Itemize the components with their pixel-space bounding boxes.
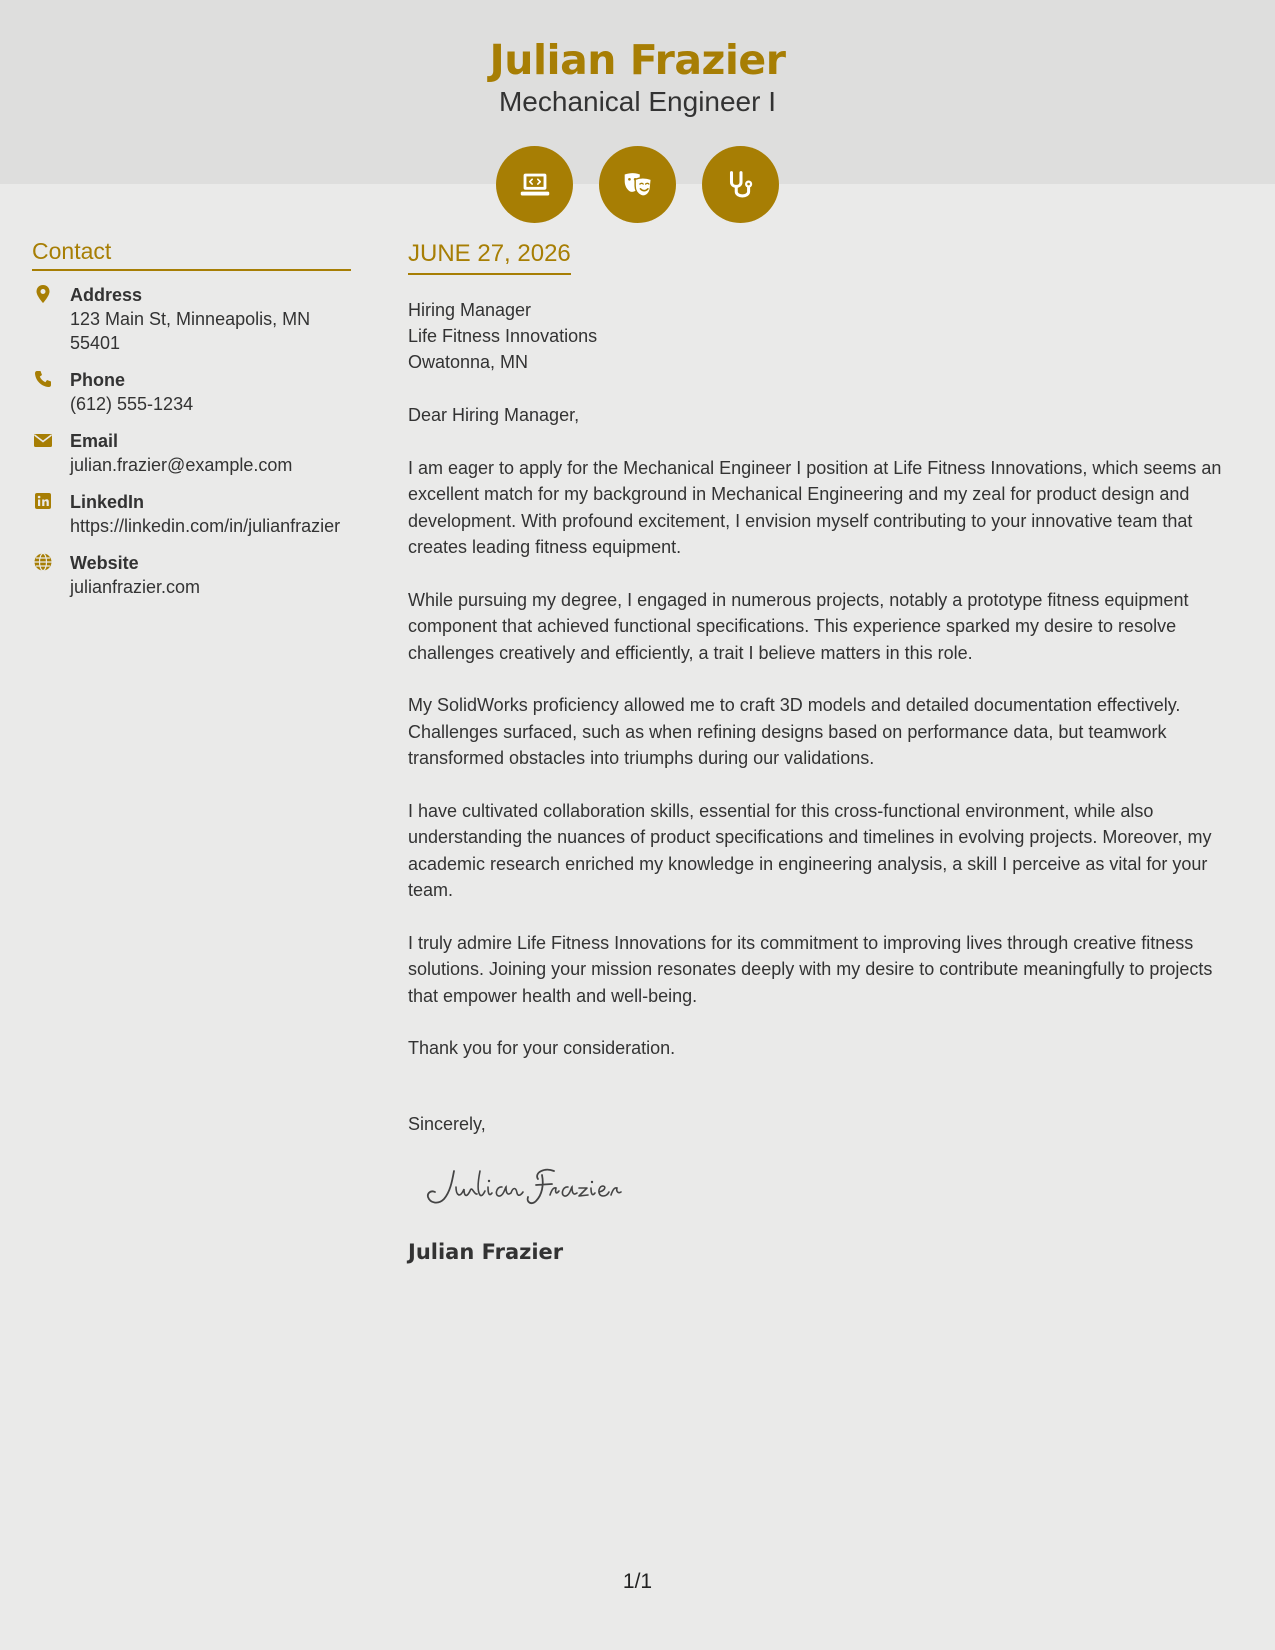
- website-value[interactable]: julianfrazier.com: [70, 577, 201, 597]
- handwritten-signature: [422, 1157, 662, 1217]
- linkedin-icon: [32, 490, 54, 512]
- recipient-line: Hiring Manager: [408, 300, 532, 320]
- contact-label: Email: [70, 431, 119, 451]
- contact-label: Phone: [70, 370, 126, 390]
- contact-address: [32, 283, 351, 355]
- letter-date: JUNE 27, 2026: [408, 240, 571, 275]
- contact-label: Address: [70, 285, 143, 305]
- contact-heading: Contact: [32, 238, 351, 271]
- closing: Sincerely,: [408, 1113, 486, 1134]
- paragraph: I am eager to apply for the Mechanical Engineer I position at Life Fitness Innovations, which seems an excellent match for my background in Mechanical Engineering and my zeal for product design and development. With profound excitement, I envision myself contributing to your innovative team that creates leading fitness equipment.: [408, 457, 1222, 557]
- recipient-block: [408, 297, 1240, 375]
- map-pin-icon: [32, 283, 54, 305]
- phone-value: (612) 555-1234: [70, 394, 194, 414]
- contact-website: [32, 551, 351, 599]
- contact-phone: [32, 368, 351, 416]
- email-value[interactable]: julian.frazier@example.com: [70, 455, 293, 475]
- envelope-icon: [32, 429, 54, 451]
- paragraph: I have cultivated collaboration skills, essential for this cross-functional environment, while also understanding the nuances of product specifications and timelines in evolving projects. Moreover, my academic research enriched my knowledge in engineering analysis, a skill I perceive as vital for your team.: [408, 800, 1212, 900]
- phone-icon: [32, 368, 54, 390]
- stethoscope-icon: [702, 146, 779, 223]
- paragraph: I truly admire Life Fitness Innovations for its commitment to improving lives through creative fitness solutions. Joining your mission resonates deeply with my desire to contribute meaningfully to projects that empower health and well-being.: [408, 932, 1213, 1006]
- linkedin-value[interactable]: https://linkedin.com/in/julianfrazier: [70, 516, 341, 536]
- applicant-name: Julian Frazier: [489, 36, 786, 84]
- contact-email: [32, 429, 351, 477]
- interest-icons: [496, 146, 779, 223]
- contact-linkedin: [32, 490, 351, 538]
- theater-masks-icon: [599, 146, 676, 223]
- contact-label: Website: [70, 553, 139, 573]
- contact-sidebar: [32, 238, 351, 612]
- recipient-line: Life Fitness Innovations: [408, 326, 598, 346]
- address-value: 123 Main St, Minneapolis, MN 55401: [70, 309, 311, 353]
- salutation: Dear Hiring Manager,: [408, 405, 580, 425]
- job-title: Mechanical Engineer I: [498, 86, 777, 117]
- signer-name: Julian Frazier: [408, 1239, 564, 1264]
- recipient-line: Owatonna, MN: [408, 352, 529, 372]
- letter-body: [408, 240, 1240, 1264]
- contact-label: LinkedIn: [70, 492, 145, 512]
- laptop-code-icon: [496, 146, 573, 223]
- globe-icon: [32, 551, 54, 573]
- paragraph: My SolidWorks proficiency allowed me to craft 3D models and detailed documentation effectively. Challenges surfaced, such as when refining designs based on performance data, but teamwork transformed obstacles into triumphs during our validations.: [408, 695, 1181, 768]
- paragraph: While pursuing my degree, I engaged in numerous projects, notably a prototype fitness equipment component that achieved functional specifications. This experience sparked my desire to resolve challenges creatively and efficiently, a trait I believe matters in this role.: [408, 589, 1189, 663]
- thanks-line: Thank you for your consideration.: [408, 1038, 676, 1058]
- page-number: 1/1: [622, 1570, 653, 1593]
